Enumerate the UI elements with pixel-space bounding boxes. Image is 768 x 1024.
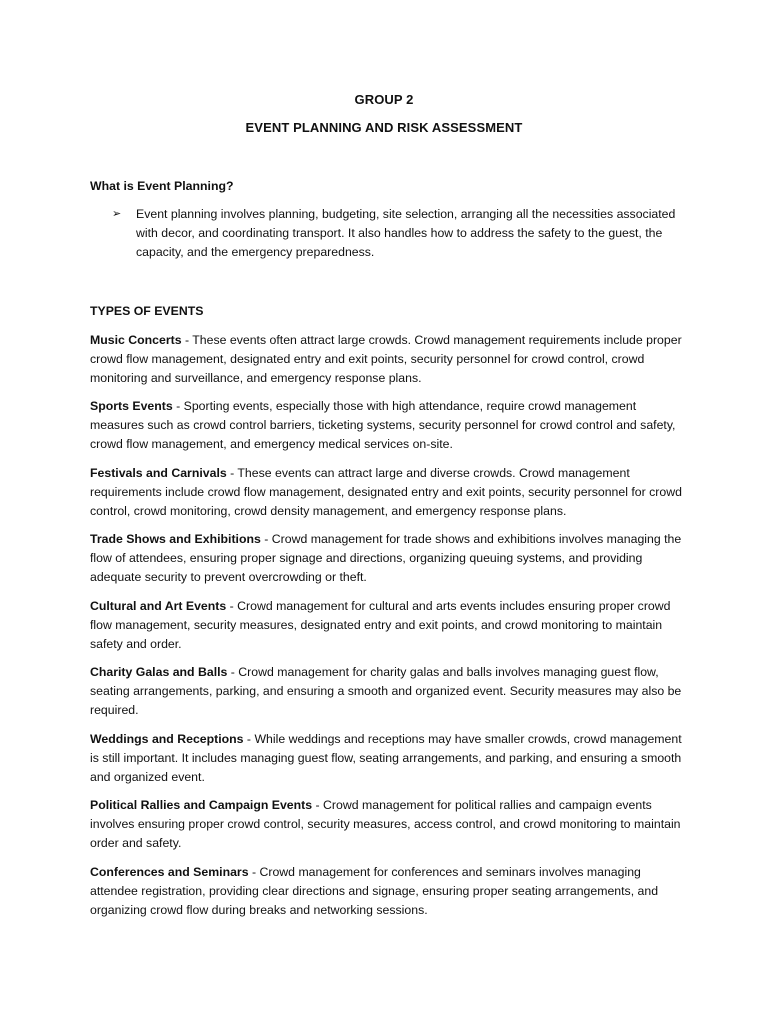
intro-bullet-text: Event planning involves planning, budgeting, site selection, arranging all the necessities associated with decor, and coordinating transport. It also handles how to address the safety to the guest, the capacity, and the emergency preparedness. bbox=[136, 207, 676, 259]
event-description: - These events can attract large and diverse crowds. Crowd management requirements include crowd flow management, designated entry and exit points, security personnel for crowd control, crowd monitoring, crowd density management, and emergency response plans. bbox=[90, 466, 682, 518]
event-description: - Crowd management for conferences and seminars involves managing attendee registration, providing clear directions and signage, ensuring proper seating arrangements, and organizing crowd flow during breaks and networking sessions. bbox=[90, 865, 659, 917]
event-item-festivals-carnivals bbox=[90, 464, 686, 520]
section-question-heading: What is Event Planning? bbox=[90, 179, 234, 193]
event-item-sports-events bbox=[90, 397, 686, 453]
event-description: - Sporting events, especially those with high attendance, require crowd management measures such as crowd control barriers, ticketing systems, security personnel for crowd control and safety, crowd flow management, and emergency medical services on-site. bbox=[90, 399, 676, 451]
event-item-political-rallies bbox=[90, 796, 686, 852]
group-title: GROUP 2 bbox=[354, 92, 414, 107]
event-name: Political Rallies and Campaign Events bbox=[90, 798, 313, 812]
event-name: Cultural and Art Events bbox=[90, 599, 227, 613]
document-title: EVENT PLANNING AND RISK ASSESSMENT bbox=[245, 120, 523, 135]
arrow-bullet-icon: ➢ bbox=[112, 208, 122, 220]
event-name: Charity Galas and Balls bbox=[90, 665, 228, 679]
event-name: Trade Shows and Exhibitions bbox=[90, 532, 261, 546]
event-name: Sports Events bbox=[90, 399, 173, 413]
event-item-charity-galas bbox=[90, 663, 686, 719]
event-name: Festivals and Carnivals bbox=[90, 466, 227, 480]
event-name: Weddings and Receptions bbox=[90, 732, 244, 746]
event-item-music-concerts bbox=[90, 331, 686, 387]
event-name: Music Concerts bbox=[90, 333, 182, 347]
event-item-conferences bbox=[90, 863, 686, 919]
types-heading: TYPES OF EVENTS bbox=[90, 304, 204, 318]
event-item-trade-shows bbox=[90, 530, 686, 586]
event-description: - Crowd management for trade shows and exhibitions involves managing the flow of attendees, ensuring proper signage and directions, organizing queuing systems, and providing adequate security to prevent overcrowding or theft. bbox=[90, 532, 682, 584]
event-name: Conferences and Seminars bbox=[90, 865, 249, 879]
event-description: - Crowd management for political rallies and campaign events involves ensuring proper crowd control, security measures, access control, and crowd monitoring to maintain order and safety. bbox=[90, 798, 681, 850]
event-description: - While weddings and receptions may have smaller crowds, crowd management is still important. It includes managing guest flow, seating arrangements, and parking, and ensuring a smooth and organized event. bbox=[90, 732, 682, 784]
event-item-cultural-art bbox=[90, 597, 686, 653]
event-description: - Crowd management for charity galas and balls involves managing guest flow, seating arrangements, parking, and ensuring a smooth and organized event. Security measures may also be required. bbox=[90, 665, 682, 717]
event-description: - These events often attract large crowds. Crowd management requirements include proper crowd flow management, designated entry and exit points, security personnel for crowd control, crowd monitoring and surveillance, and emergency response plans. bbox=[90, 333, 682, 385]
event-description: - Crowd management for cultural and arts events includes ensuring proper crowd flow management, security measures, designated entry and exit points, and crowd monitoring to maintain safety and order. bbox=[90, 599, 671, 651]
event-item-weddings bbox=[90, 730, 686, 786]
